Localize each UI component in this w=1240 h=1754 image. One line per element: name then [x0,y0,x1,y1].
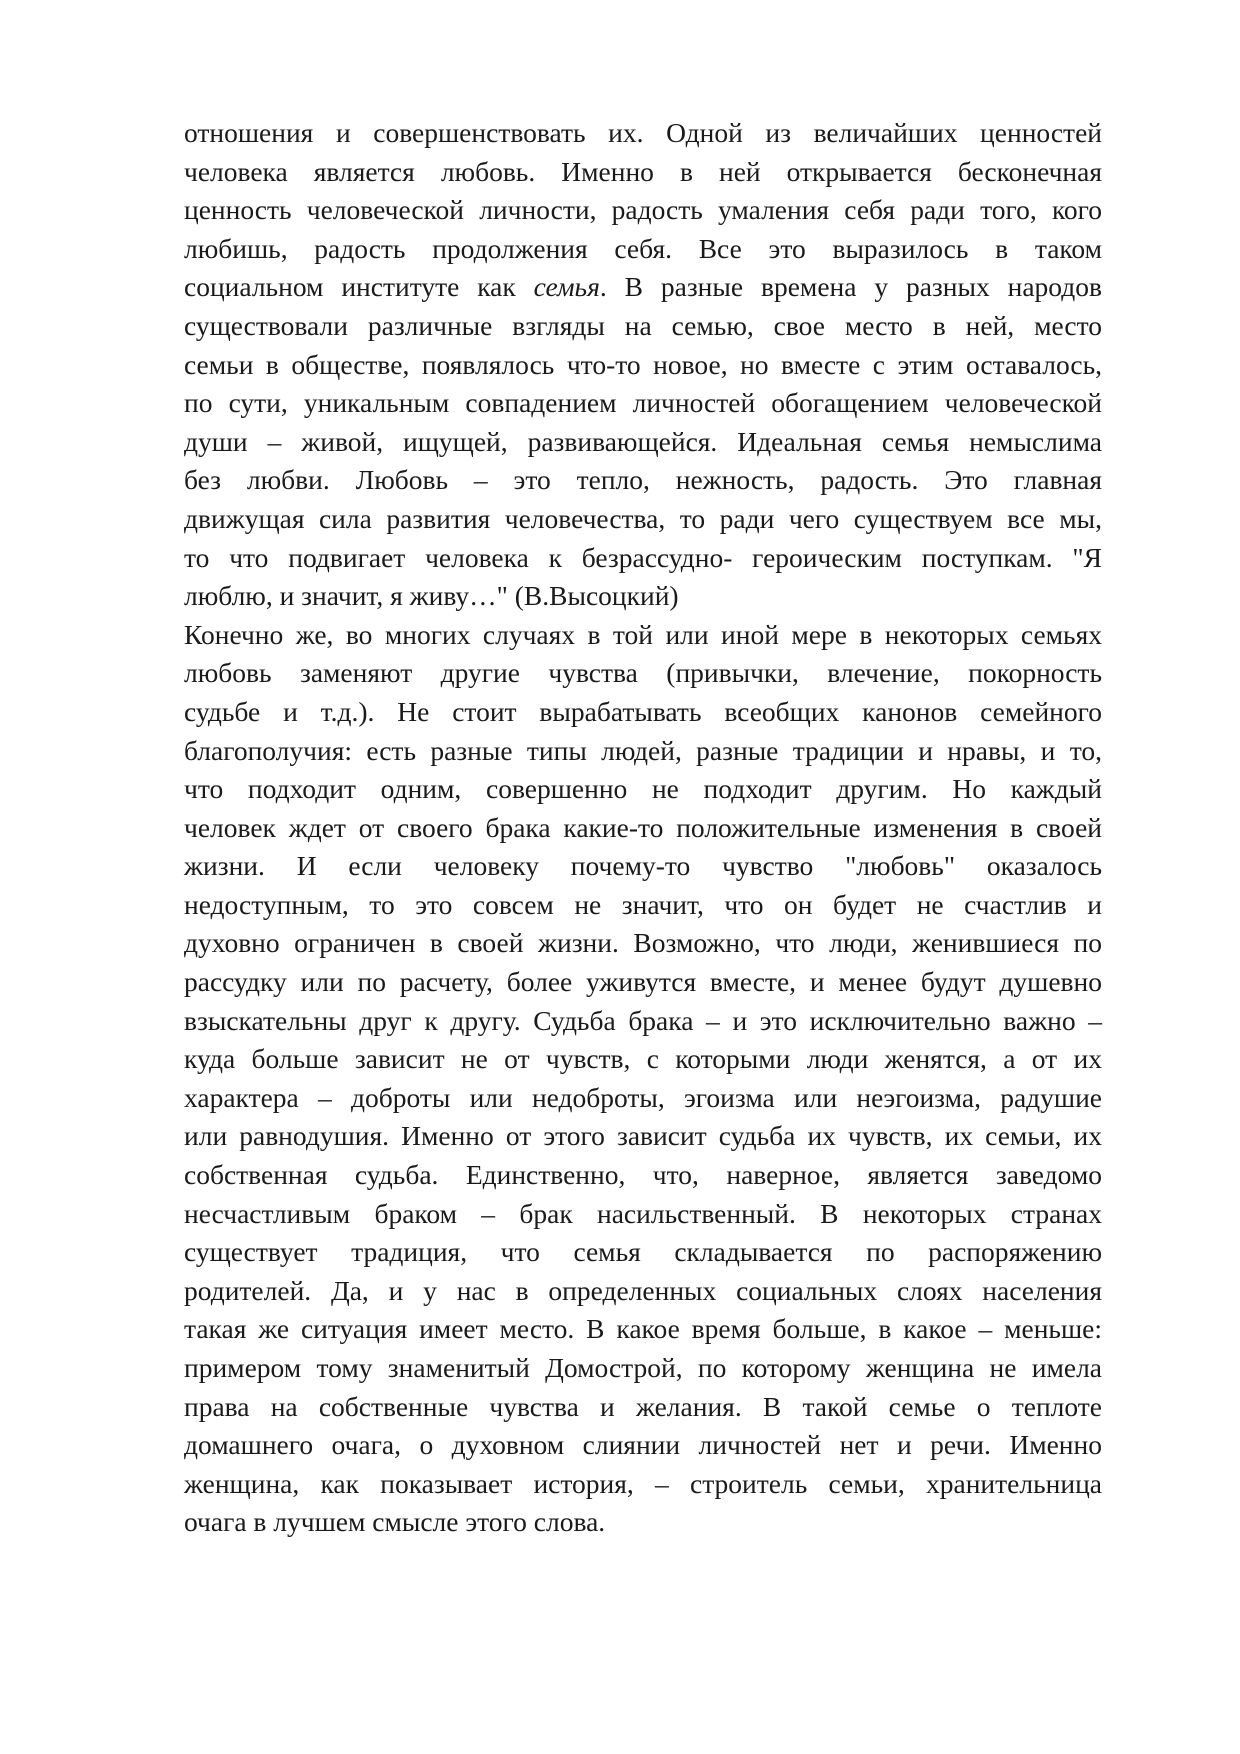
text-line: отношения и совершенствовать их. Одной из величайших ценностей [184,117,1102,148]
text-line: духовно ограничен в своей жизни. Возможно, что люди, женившиеся по [184,927,1102,959]
text-line: очага в лучшем смысле этого слова. [184,1506,606,1538]
text-line: такая же ситуация имеет место. В какое время больше, в какое – меньше: [184,1313,1102,1345]
text-segment: социальном институте как [184,271,534,303]
text-line: права на собственные чувства и желания. В такой семье о теплоте [184,1390,1102,1422]
text-line: то что подвигает человека к безрассудно- героическим поступкам. "Я [184,541,1102,573]
text-line: без любви. Любовь – это тепло, нежность, радость. Это главная [184,464,1102,496]
text-line: души – живой, ищущей, развивающейся. Идеальная семья немыслима [184,425,1102,457]
text-line: что подходит одним, совершенно не подходит другим. Но каждый [184,773,1102,805]
paragraph-2 [184,616,1102,1542]
text-line: Конечно же, во многих случаях в той или иной мере в некоторых семьях [184,618,1102,650]
text-line: человека является любовь. Именно в ней открывается бесконечная [184,155,1102,187]
text-line: по сути, уникальным совпадением личностей обогащением человеческой [184,387,1102,419]
text-line: любишь, радость продолжения себя. Все это выразилось в таком [184,232,1102,264]
text-line: судьбе и т.д.). Не стоит вырабатывать всеобщих канонов семейного [184,695,1102,727]
text-line: семьи в обществе, появлялось что-то новое, но вместе с этим оставалось, [184,348,1102,380]
text-line: движущая сила развития человечества, то ради чего существуем все мы, [184,502,1102,534]
text-line: примером тому знаменитый Домострой, по которому женщина не имела [184,1352,1102,1383]
text-line: или равнодушия. Именно от этого зависит судьба их чувств, их семьи, их [184,1120,1102,1152]
text-line: собственная судьба. Единственно, что, наверное, является заведомо [184,1159,1102,1191]
text-line: существует традиция, что семья складывается по распоряжению [184,1236,1102,1268]
text-line: несчастливым браком – брак насильственный. В некоторых странах [184,1197,1102,1229]
emphasized-word: семья [533,271,600,303]
text-line: женщина, как показывает история, – строитель семьи, хранительница [184,1467,1102,1499]
text-line: благополучия: есть разные типы людей, разные традиции и нравы, и то, [184,734,1102,766]
text-line: домашнего очага, о духовном слиянии личностей нет и речи. Именно [184,1429,1102,1461]
text-segment: . В разные времена у разных народов [599,271,1102,303]
text-line: недоступным, то это совсем не значит, что он будет не счастлив и [184,888,1102,920]
body-text [184,114,1102,1542]
text-line: родителей. Да, и у нас в определенных социальных слоях населения [184,1274,1102,1306]
text-line: взыскательны друг к другу. Судьба брака – и это исключительно важно – [184,1004,1102,1036]
text-line: характера – доброты или недоброты, эгоизма или неэгоизма, радушие [184,1081,1102,1113]
text-line: любовь заменяют другие чувства (привычки, влечение, покорность [184,657,1102,689]
text-line: люблю, и значит, я живу…" (В.Высоцкий) [184,580,679,612]
text-line: рассудку или по расчету, более уживутся вместе, и менее будут душевно [184,966,1102,998]
text-line [184,268,1102,307]
text-line: человек ждет от своего брака какие-то положительные изменения в своей [184,811,1102,843]
paragraph-1 [184,114,1102,616]
text-line: ценность человеческой личности, радость умаления себя ради того, кого [184,194,1102,226]
text-line: куда больше зависит не от чувств, с которыми люди женятся, а от их [184,1043,1102,1075]
text-line: жизни. И если человеку почему-то чувство "любовь" оказалось [184,850,1102,882]
text-line: существовали различные взгляды на семью, свое место в ней, место [184,309,1102,341]
